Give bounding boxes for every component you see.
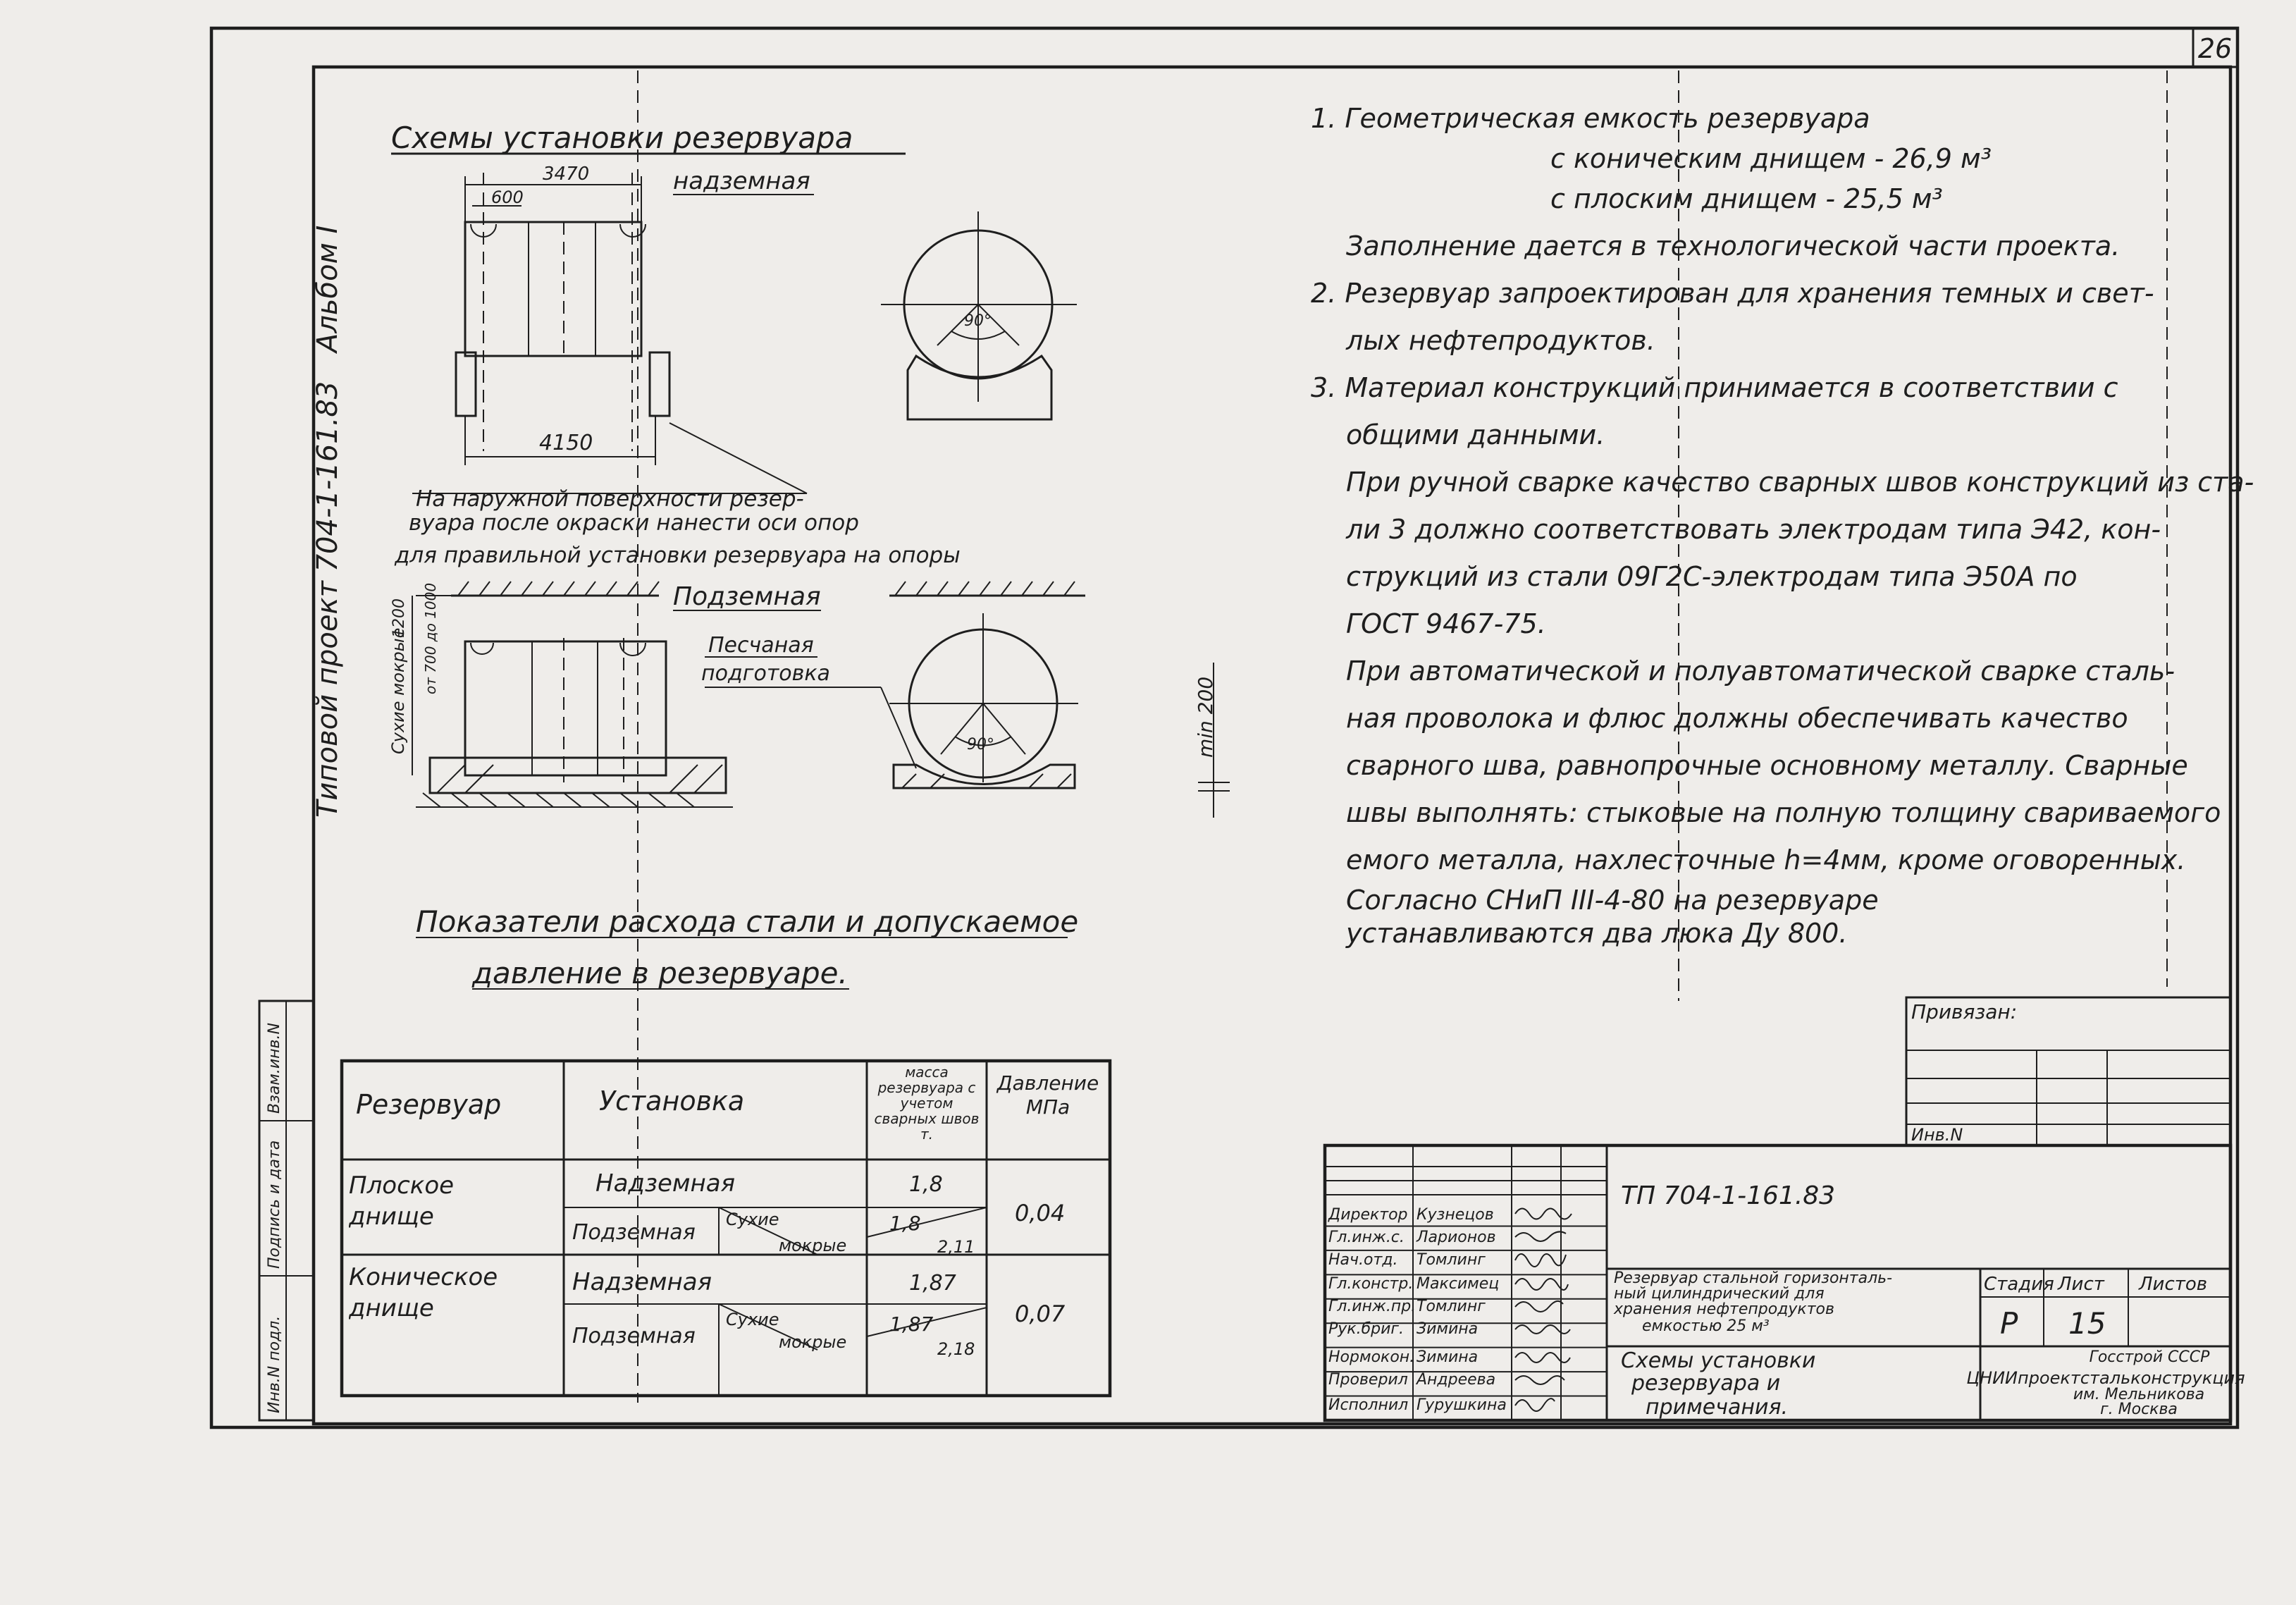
row2-above-mass: 1,87 (909, 1271, 956, 1296)
title-block (1325, 1145, 2245, 1420)
object-name-line: Резервуар стальной горизонталь- (1614, 1269, 1893, 1287)
sheet-name-line: примечания. (1646, 1395, 1789, 1420)
row2-wet: мокрые (779, 1332, 847, 1352)
side-stamp-signature: Подпись и дата (266, 1140, 283, 1269)
row2-reservoir: Коническое днище (349, 1263, 498, 1322)
staff-name: Кузнецов (1417, 1206, 1494, 1224)
row1-dry-mass: 1,8 (889, 1212, 921, 1235)
side-stamp-replaced: Взам.инв.N (266, 1023, 283, 1114)
th-install: Установка (599, 1086, 745, 1117)
above-ground-label: надземная (673, 167, 810, 195)
row2-dry-mass: 1,87 (889, 1312, 934, 1336)
bound-block (1906, 997, 2230, 1145)
org-line: Госстрой СССР (2089, 1348, 2210, 1366)
note-3-line-6: ГОСТ 9467-75. (1346, 608, 1546, 639)
min-200-label: min 200 (1194, 676, 1217, 758)
dim-700-1000: от 700 до 1000 (422, 582, 439, 694)
note-3-line-10: швы выполнять: стыковые на полную толщину свариваемого (1346, 797, 2221, 828)
staff-role: Директор (1328, 1206, 1408, 1224)
row2-under: Подземная (572, 1324, 696, 1348)
note-3-line-3: При ручной сварке качество сварных швов конструкций из ста- (1346, 467, 2254, 498)
note-2-line-1: 2. Резервуар запроектирован для хранения темных и свет- (1311, 278, 2154, 309)
object-name-line: ный цилиндрический для (1614, 1285, 1825, 1303)
dry-wet-label: Сухие мокрые (388, 627, 408, 754)
sand-label-2: подготовка (701, 661, 830, 686)
row2-wet-mass: 2,18 (937, 1339, 975, 1359)
underground-section (701, 582, 1230, 818)
row1-reservoir: Плоское днище (349, 1172, 455, 1231)
staff-list (1328, 1206, 1507, 1414)
row2-pressure: 0,07 (1015, 1300, 1066, 1327)
inv-label: Инв.N (1911, 1125, 1963, 1145)
staff-role: Исполнил (1328, 1396, 1409, 1414)
staff-name: Томлинг (1417, 1298, 1486, 1315)
note-3-line-4: ли 3 должно соответствовать электродам типа Э42, кон- (1346, 514, 2161, 545)
note-1-conical: с коническим днищем - 26,9 м³ (1550, 143, 1992, 174)
note-3-line-11: емого металла, нахлесточные h=4мм, кроме оговоренных. (1346, 844, 2186, 875)
org-line: ЦНИИпроектстальконструкция (1966, 1368, 2245, 1388)
note-line-3: для правильной установки резервуара на опоры (395, 543, 961, 568)
note-1-fill: Заполнение дается в технологической части проекта. (1346, 230, 2121, 262)
note-3-line-1: 3. Материал конструкций принимается в соответствии с (1311, 372, 2118, 403)
notes-block (1297, 95, 2254, 957)
object-name-line: емкостью 25 м³ (1642, 1317, 1770, 1335)
staff-role: Рук.бриг. (1328, 1320, 1404, 1338)
th-pressure: Давление МПа (996, 1071, 1099, 1119)
note-line-1: На наружной поверхности резер- (416, 486, 804, 512)
staff-name: Гурушкина (1417, 1396, 1507, 1414)
staff-name: Андреева (1417, 1371, 1496, 1389)
row1-above-mass: 1,8 (909, 1172, 943, 1197)
dim-1200: 1200 (390, 598, 408, 638)
staff-name: Зимина (1417, 1348, 1479, 1366)
staff-role: Нормокон. (1328, 1348, 1415, 1366)
sheets-label: Листов (2139, 1274, 2208, 1295)
sand-label-1: Песчаная (708, 633, 814, 658)
project-code-vertical: Типовой проект 704-1-161.83 (311, 381, 344, 818)
sheet-name-line: Схемы установки (1621, 1348, 1816, 1373)
note-3-line-7: При автоматической и полуавтоматической сварке сталь- (1346, 656, 2175, 687)
object-name (1613, 1269, 1892, 1335)
sheet-number: 26 (2197, 33, 2233, 64)
staff-name: Ларионов (1417, 1229, 1496, 1246)
sheet-name-line: резервуара и (1631, 1371, 1781, 1396)
indicators-title-1: Показатели расхода стали и допускаемое (416, 904, 1079, 939)
org-line: г. Москва (2100, 1401, 2178, 1418)
note-3-line-8: ная проволока и флюс должны обеспечивать качество (1346, 703, 2128, 734)
row1-under: Подземная (572, 1220, 696, 1245)
note-1-title: 1. Геометрическая емкость резервуара (1311, 103, 1870, 134)
row2-dry: Сухие (726, 1310, 779, 1329)
staff-role: Гл.констр. (1328, 1275, 1414, 1293)
row2-above: Надземная (572, 1268, 712, 1296)
note-4-line-2: устанавливаются два люка Ду 800. (1346, 918, 1848, 949)
staff-role: Гл.инж.с. (1328, 1229, 1405, 1246)
staff-role: Нач.отд. (1328, 1251, 1398, 1269)
dim-4150: 4150 (539, 431, 593, 455)
sheet-value: 15 (2068, 1306, 2106, 1341)
above-ground-side-view (412, 164, 814, 493)
staff-name: Зимина (1417, 1320, 1479, 1338)
sheet-label: Лист (2058, 1274, 2104, 1295)
scheme-note (394, 486, 961, 568)
staff-name: Максимец (1417, 1275, 1500, 1293)
bound-label: Привязан: (1911, 1000, 2018, 1023)
staff-role: Проверил (1328, 1371, 1408, 1389)
signatures (1515, 1209, 1572, 1412)
indicators-title-2: давление в резервуаре. (472, 956, 848, 990)
schemes-title: Схемы установки резервуара (391, 121, 853, 155)
row1-above: Надземная (595, 1169, 736, 1198)
side-stamp-inv: Инв.N подл. (266, 1315, 283, 1413)
staff-role: Гл.инж.пр. (1328, 1298, 1417, 1315)
stage-value: Р (2000, 1306, 2018, 1341)
row1-dry: Сухие (726, 1210, 779, 1229)
note-3-line-9: сварного шва, равнопрочные основному металлу. Сварные (1346, 750, 2188, 781)
album-label: Альбом I (311, 225, 344, 352)
note-3-line-2: общими данными. (1346, 419, 1605, 450)
angle-above: 90° (964, 312, 992, 330)
side-stamp (259, 1001, 314, 1420)
underground-label: Подземная (673, 582, 821, 611)
underground-side-view (388, 582, 821, 807)
stage-label: Стадия (1984, 1274, 2054, 1295)
row1-wet: мокрые (779, 1236, 847, 1255)
dim-600: 600 (491, 187, 524, 207)
object-name-line: хранения нефтепродуктов (1614, 1300, 1834, 1318)
staff-name: Томлинг (1417, 1251, 1486, 1269)
th-reservoir: Резервуар (356, 1089, 502, 1120)
above-ground-section (881, 211, 1077, 419)
dim-3470: 3470 (543, 164, 590, 185)
th-mass: масса резервуара с учетом сварных швов т. (874, 1064, 980, 1143)
doc-code: ТП 704-1-161.83 (1621, 1181, 1836, 1210)
organization (1966, 1348, 2245, 1418)
note-1-flat: с плоским днищем - 25,5 м³ (1550, 183, 1943, 214)
org-line: им. Мельникова (2073, 1386, 2205, 1403)
note-4-line-1: Согласно СНиП III-4-80 на резервуаре (1346, 885, 1879, 916)
note-line-2: вуара после окраски нанести оси опор (409, 510, 859, 536)
steel-table (342, 1061, 1110, 1396)
note-2-line-2: лых нефтепродуктов. (1346, 325, 1655, 356)
note-3-line-5: струкций из стали 09Г2С-электродам типа Э50А по (1346, 561, 2078, 592)
angle-under: 90° (967, 736, 994, 754)
row1-wet-mass: 2,11 (937, 1237, 975, 1257)
row1-pressure: 0,04 (1015, 1200, 1066, 1226)
sheet-name (1621, 1348, 1815, 1420)
